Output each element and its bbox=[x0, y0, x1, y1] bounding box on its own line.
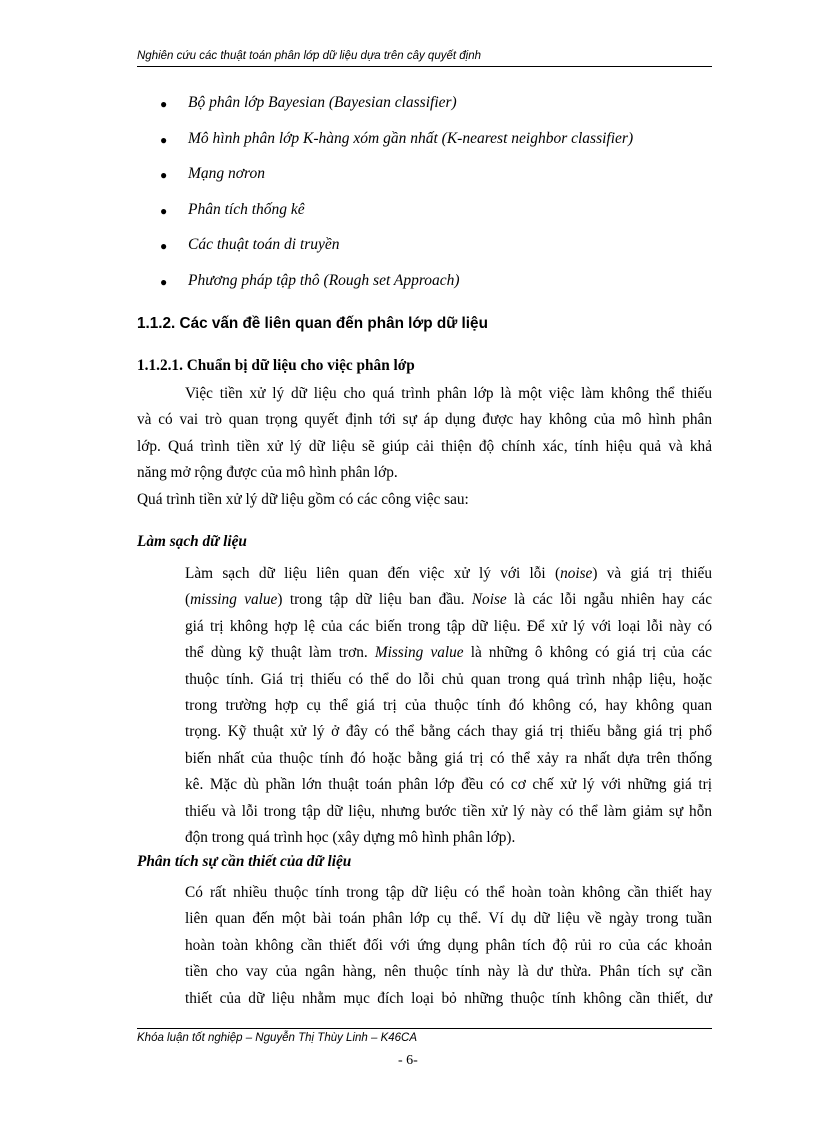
list-item: ● Mạng nơron bbox=[160, 165, 633, 201]
relevance-heading: Phân tích sự cần thiết của dữ liệu bbox=[137, 853, 352, 870]
intro-paragraph: Việc tiền xử lý dữ liệu cho quá trình phân lớp là một việc làm không thể thiếu và có vai trò quan trọng quyết định tới sự áp dụng được hay không của mô hình phân lớp. Quá trình tiền xử lý dữ liệu sẽ giúp cải thiện độ chính xác, tính hiệu quả và khả năng mở rộng được của mô hình phân lớp. Quá trình tiền xử lý dữ liệu gồm có các công việc sau: bbox=[137, 381, 712, 513]
list-item: ● Phân tích thống kê bbox=[160, 201, 633, 237]
subsection-heading: 1.1.2.1. Chuẩn bị dữ liệu cho việc phân lớp bbox=[137, 357, 415, 374]
list-item: ● Phương pháp tập thô (Rough set Approach) bbox=[160, 272, 633, 308]
relevance-paragraph: Có rất nhiều thuộc tính trong tập dữ liệu có thể hoàn toàn không cần thiết hay liên quan đến một bài toán phân lớp cụ thể. Ví dụ dữ liệu về ngày trong tuần hoàn toàn không cần thiết đối với ứng dụng phân tích độ rủi ro của các khoản tiền cho vay của ngân hàng, nên thuộc tính này là dư thừa. Phân tích sự cần thiết của dữ liệu nhằm mục đích loại bỏ những thuộc tính không cần thiết, dư bbox=[185, 884, 712, 1007]
list-item: ● Bộ phân lớp Bayesian (Bayesian classifier) bbox=[160, 94, 633, 130]
bullet-icon: ● bbox=[160, 168, 168, 182]
running-header: Nghiên cứu các thuật toán phân lớp dữ liệu dựa trên cây quyết định bbox=[137, 50, 712, 67]
list-item: ● Các thuật toán di truyền bbox=[160, 236, 633, 272]
cleaning-heading: Làm sạch dữ liệu bbox=[137, 533, 247, 550]
bullet-icon: ● bbox=[160, 239, 168, 253]
classifier-bullet-list bbox=[160, 94, 633, 307]
list-item: ● Mô hình phân lớp K-hàng xóm gần nhất (K-nearest neighbor classifier) bbox=[160, 130, 633, 166]
section-heading: 1.1.2. Các vấn đề liên quan đến phân lớp dữ liệu bbox=[137, 315, 488, 332]
page-number: - 6- bbox=[398, 1053, 418, 1068]
bullet-icon: ● bbox=[160, 274, 168, 289]
tasks-intro: Quá trình tiền xử lý dữ liệu gồm có các công việc sau: bbox=[137, 490, 469, 508]
bullet-icon: ● bbox=[160, 203, 168, 218]
bullet-icon: ● bbox=[160, 97, 168, 111]
cleaning-paragraph: Làm sạch dữ liệu liên quan đến việc xử lý với lỗi (noise) và giá trị thiếu (missing value) trong tập dữ liệu ban đầu. Noise là các lỗi ngẫu nhiên hay các giá trị không hợp lệ của các biến trong tập dữ liệu. Để xử lý với loại lỗi này có thể dùng kỹ thuật làm trơn. Missing value là những ô không có giá trị của các thuộc tính. Giá trị thiếu có thể do lỗi chủ quan trong quá trình nhập liệu, hoặc trong trường hợp cụ thể giá trị của thuộc tính đó không có, hay không quan trọng. Kỹ thuật xử lý ở đây có thể bằng cách thay giá trị thiếu bằng giá trị phổ biến nhất của thuộc tính đó hoặc bằng giá trị có thể xảy ra nhất dựa trên thống kê. Mặc dù phần lớn thuật toán phân lớp đều có cơ chế xử lý với những giá trị thiếu và lỗi trong tập dữ liệu, nhưng bước tiền xử lý này có thể làm giảm sự hỗn độn trong quá trình học (xây dựng mô hình phân lớp). bbox=[185, 565, 712, 846]
bullet-icon: ● bbox=[160, 132, 168, 147]
footer-text: Khóa luận tốt nghiệp – Nguyễn Thị Thùy Linh – K46CA bbox=[137, 1028, 712, 1044]
